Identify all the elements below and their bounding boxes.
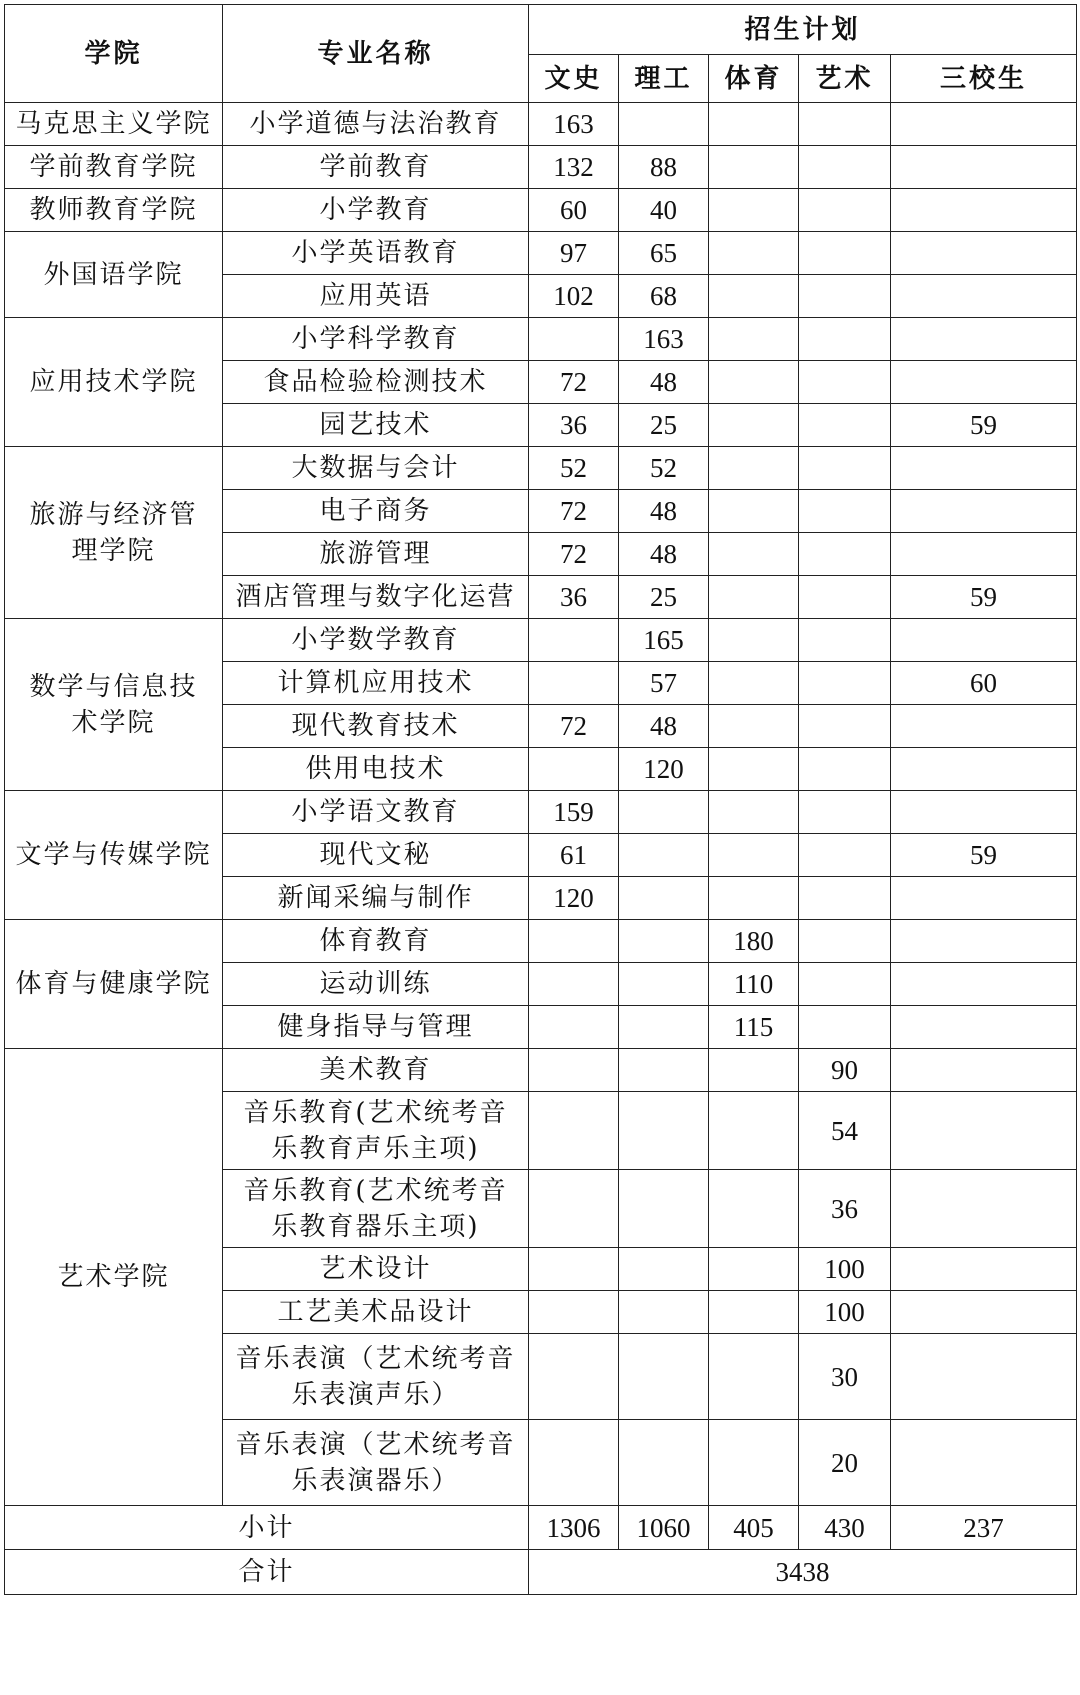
major-cell: 电子商务	[223, 490, 529, 533]
value-cell	[709, 834, 799, 877]
major-cell: 小学道德与法治教育	[223, 103, 529, 146]
college-cell: 应用技术学院	[5, 318, 223, 447]
value-cell	[891, 1092, 1077, 1170]
value-cell	[709, 1170, 799, 1248]
value-cell: 65	[619, 232, 709, 275]
value-cell: 115	[709, 1006, 799, 1049]
value-cell: 57	[619, 662, 709, 705]
value-cell	[799, 103, 891, 146]
major-cell: 新闻采编与制作	[223, 877, 529, 920]
header-category-yishu: 艺术	[799, 55, 891, 103]
value-cell	[799, 447, 891, 490]
value-cell	[709, 791, 799, 834]
value-cell: 68	[619, 275, 709, 318]
value-cell	[529, 318, 619, 361]
value-cell	[799, 404, 891, 447]
value-cell: 163	[529, 103, 619, 146]
value-cell	[799, 361, 891, 404]
value-cell	[891, 189, 1077, 232]
subtotal-label: 小计	[5, 1506, 529, 1550]
value-cell	[799, 963, 891, 1006]
major-cell: 食品检验检测技术	[223, 361, 529, 404]
header-category-sanxiaosheng: 三校生	[891, 55, 1077, 103]
value-cell	[619, 834, 709, 877]
value-cell	[891, 275, 1077, 318]
value-cell	[891, 748, 1077, 791]
value-cell	[709, 490, 799, 533]
value-cell: 120	[529, 877, 619, 920]
value-cell	[619, 1334, 709, 1420]
value-cell	[709, 576, 799, 619]
value-cell	[709, 361, 799, 404]
value-cell	[799, 705, 891, 748]
value-cell	[891, 232, 1077, 275]
value-cell: 100	[799, 1291, 891, 1334]
table-row	[5, 920, 1077, 963]
value-cell: 52	[529, 447, 619, 490]
subtotal-value: 405	[709, 1506, 799, 1550]
value-cell: 25	[619, 576, 709, 619]
value-cell	[709, 318, 799, 361]
value-cell	[529, 1248, 619, 1291]
value-cell: 36	[799, 1170, 891, 1248]
value-cell	[799, 146, 891, 189]
total-row	[5, 1550, 1077, 1595]
table-row	[5, 1049, 1077, 1092]
value-cell	[709, 232, 799, 275]
value-cell: 40	[619, 189, 709, 232]
value-cell: 48	[619, 490, 709, 533]
value-cell	[709, 1248, 799, 1291]
college-cell: 数学与信息技术学院	[5, 619, 223, 791]
total-label: 合计	[5, 1550, 529, 1595]
value-cell	[619, 1049, 709, 1092]
value-cell: 59	[891, 834, 1077, 877]
value-cell	[529, 1334, 619, 1420]
value-cell	[799, 189, 891, 232]
value-cell	[709, 748, 799, 791]
value-cell	[799, 748, 891, 791]
value-cell: 132	[529, 146, 619, 189]
value-cell	[619, 1291, 709, 1334]
value-cell	[709, 447, 799, 490]
value-cell	[619, 920, 709, 963]
enrollment-plan-table-container	[4, 4, 1076, 1595]
value-cell	[799, 490, 891, 533]
value-cell: 20	[799, 1420, 891, 1506]
value-cell	[529, 1170, 619, 1248]
major-cell: 音乐教育(艺术统考音乐教育器乐主项)	[223, 1170, 529, 1248]
value-cell: 165	[619, 619, 709, 662]
major-cell: 小学教育	[223, 189, 529, 232]
college-cell: 教师教育学院	[5, 189, 223, 232]
value-cell	[619, 1006, 709, 1049]
college-cell: 体育与健康学院	[5, 920, 223, 1049]
value-cell	[529, 920, 619, 963]
value-cell	[891, 103, 1077, 146]
major-cell: 艺术设计	[223, 1248, 529, 1291]
value-cell	[799, 533, 891, 576]
value-cell: 120	[619, 748, 709, 791]
value-cell	[709, 877, 799, 920]
value-cell: 36	[529, 404, 619, 447]
college-cell: 学前教育学院	[5, 146, 223, 189]
value-cell: 36	[529, 576, 619, 619]
value-cell: 48	[619, 533, 709, 576]
value-cell: 163	[619, 318, 709, 361]
major-cell: 现代教育技术	[223, 705, 529, 748]
value-cell: 59	[891, 576, 1077, 619]
value-cell: 48	[619, 705, 709, 748]
value-cell	[529, 963, 619, 1006]
college-cell: 外国语学院	[5, 232, 223, 318]
value-cell	[891, 1291, 1077, 1334]
major-cell: 音乐表演（艺术统考音乐表演器乐）	[223, 1420, 529, 1506]
value-cell	[619, 1170, 709, 1248]
value-cell: 30	[799, 1334, 891, 1420]
header-category-wenshi: 文史	[529, 55, 619, 103]
value-cell	[799, 662, 891, 705]
value-cell: 97	[529, 232, 619, 275]
value-cell	[891, 1420, 1077, 1506]
header-category-ligong: 理工	[619, 55, 709, 103]
value-cell	[891, 1049, 1077, 1092]
major-cell: 小学数学教育	[223, 619, 529, 662]
enrollment-plan-table	[4, 4, 1077, 1595]
value-cell	[619, 1248, 709, 1291]
table-row	[5, 146, 1077, 189]
value-cell	[529, 1049, 619, 1092]
value-cell	[619, 791, 709, 834]
major-cell: 健身指导与管理	[223, 1006, 529, 1049]
table-row	[5, 318, 1077, 361]
value-cell	[709, 705, 799, 748]
college-cell: 文学与传媒学院	[5, 791, 223, 920]
value-cell	[891, 146, 1077, 189]
value-cell	[709, 146, 799, 189]
value-cell: 60	[529, 189, 619, 232]
value-cell: 25	[619, 404, 709, 447]
major-cell: 旅游管理	[223, 533, 529, 576]
value-cell: 54	[799, 1092, 891, 1170]
major-cell: 现代文秘	[223, 834, 529, 877]
value-cell: 100	[799, 1248, 891, 1291]
value-cell	[619, 103, 709, 146]
value-cell	[891, 490, 1077, 533]
value-cell	[799, 576, 891, 619]
table-row	[5, 189, 1077, 232]
value-cell	[529, 1092, 619, 1170]
college-cell: 艺术学院	[5, 1049, 223, 1506]
value-cell	[891, 1006, 1077, 1049]
value-cell	[799, 791, 891, 834]
major-cell: 体育教育	[223, 920, 529, 963]
header-college: 学院	[5, 5, 223, 103]
value-cell	[709, 275, 799, 318]
value-cell: 72	[529, 490, 619, 533]
value-cell	[529, 748, 619, 791]
value-cell	[799, 275, 891, 318]
major-cell: 音乐教育(艺术统考音乐教育声乐主项)	[223, 1092, 529, 1170]
value-cell	[709, 662, 799, 705]
college-cell: 旅游与经济管理学院	[5, 447, 223, 619]
major-cell: 园艺技术	[223, 404, 529, 447]
value-cell	[799, 232, 891, 275]
major-cell: 大数据与会计	[223, 447, 529, 490]
major-cell: 应用英语	[223, 275, 529, 318]
major-cell: 计算机应用技术	[223, 662, 529, 705]
major-cell: 小学科学教育	[223, 318, 529, 361]
value-cell	[529, 1291, 619, 1334]
value-cell	[891, 318, 1077, 361]
value-cell: 72	[529, 361, 619, 404]
value-cell: 102	[529, 275, 619, 318]
value-cell: 180	[709, 920, 799, 963]
subtotal-row	[5, 1506, 1077, 1550]
value-cell: 72	[529, 533, 619, 576]
value-cell	[799, 877, 891, 920]
value-cell	[529, 619, 619, 662]
value-cell	[799, 834, 891, 877]
value-cell	[529, 1420, 619, 1506]
value-cell	[709, 404, 799, 447]
table-row	[5, 791, 1077, 834]
value-cell	[799, 318, 891, 361]
value-cell	[619, 877, 709, 920]
table-row	[5, 447, 1077, 490]
value-cell	[891, 920, 1077, 963]
major-cell: 供用电技术	[223, 748, 529, 791]
value-cell	[709, 1092, 799, 1170]
subtotal-value: 237	[891, 1506, 1077, 1550]
header-enrollment-plan: 招生计划	[529, 5, 1077, 55]
value-cell	[709, 619, 799, 662]
value-cell	[891, 619, 1077, 662]
value-cell	[891, 705, 1077, 748]
major-cell: 工艺美术品设计	[223, 1291, 529, 1334]
value-cell	[619, 1092, 709, 1170]
major-cell: 音乐表演（艺术统考音乐表演声乐）	[223, 1334, 529, 1420]
value-cell: 72	[529, 705, 619, 748]
value-cell	[709, 1334, 799, 1420]
value-cell	[891, 1334, 1077, 1420]
major-cell: 学前教育	[223, 146, 529, 189]
value-cell	[891, 1170, 1077, 1248]
value-cell: 52	[619, 447, 709, 490]
header-major: 专业名称	[223, 5, 529, 103]
header-category-tiyu: 体育	[709, 55, 799, 103]
value-cell	[529, 662, 619, 705]
value-cell	[709, 1291, 799, 1334]
table-row	[5, 232, 1077, 275]
major-cell: 小学语文教育	[223, 791, 529, 834]
value-cell	[891, 877, 1077, 920]
value-cell	[799, 619, 891, 662]
value-cell	[709, 1420, 799, 1506]
value-cell	[709, 533, 799, 576]
value-cell	[891, 963, 1077, 1006]
subtotal-value: 1306	[529, 1506, 619, 1550]
value-cell	[619, 1420, 709, 1506]
value-cell	[799, 1006, 891, 1049]
value-cell	[529, 1006, 619, 1049]
value-cell	[891, 791, 1077, 834]
value-cell	[709, 189, 799, 232]
major-cell: 酒店管理与数字化运营	[223, 576, 529, 619]
value-cell: 59	[891, 404, 1077, 447]
table-row	[5, 103, 1077, 146]
value-cell	[709, 1049, 799, 1092]
total-value: 3438	[529, 1550, 1077, 1595]
value-cell: 60	[891, 662, 1077, 705]
major-cell: 小学英语教育	[223, 232, 529, 275]
value-cell: 90	[799, 1049, 891, 1092]
value-cell	[891, 361, 1077, 404]
value-cell	[891, 533, 1077, 576]
value-cell	[891, 1248, 1077, 1291]
major-cell: 运动训练	[223, 963, 529, 1006]
college-cell: 马克思主义学院	[5, 103, 223, 146]
value-cell: 88	[619, 146, 709, 189]
subtotal-value: 1060	[619, 1506, 709, 1550]
value-cell	[619, 963, 709, 1006]
value-cell	[891, 447, 1077, 490]
major-cell: 美术教育	[223, 1049, 529, 1092]
value-cell: 48	[619, 361, 709, 404]
value-cell: 159	[529, 791, 619, 834]
value-cell: 110	[709, 963, 799, 1006]
subtotal-value: 430	[799, 1506, 891, 1550]
value-cell: 61	[529, 834, 619, 877]
value-cell	[709, 103, 799, 146]
table-row	[5, 619, 1077, 662]
value-cell	[799, 920, 891, 963]
